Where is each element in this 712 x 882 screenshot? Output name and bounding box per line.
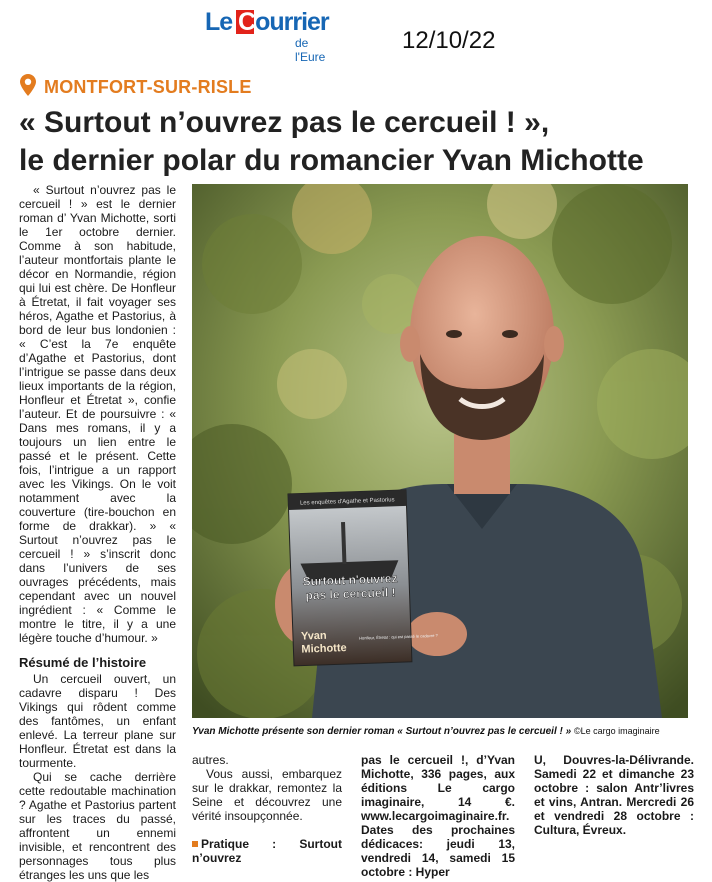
publication-date: 12/10/22 — [402, 27, 496, 54]
article-column-4 — [534, 753, 694, 837]
article-column-left — [19, 183, 176, 882]
pratique-start: Surtout n’ouvrez — [192, 837, 342, 865]
book-subtitle: Honfleur, Étretat : qui est passé le cadavre ? — [358, 632, 438, 641]
pratique-label: Pratique : — [201, 837, 300, 851]
paragraph-resume-2: Qui se cache derrière cette redoutable machination ? Agathe et Pastorius partent sur les traces du passé, affrontent un ennemi invisible, et rencontrent des personnages tous plus étranges les uns que les — [19, 770, 176, 882]
paragraph-col3: pas le cercueil !, d’Yvan Michotte, 336 pages, aux éditions Le cargo imaginaire, 14 €. www.lecargoimaginaire.fr. Dates des prochaines dédicaces: jeudi 13, vendredi 14, samedi 15 octobre : Hyper — [361, 753, 515, 879]
paragraph-resume-1: Un cercueil ouvert, un cadavre disparu ! Des Vikings qui rôdent comme des fantômes, un enfant enlevé. La terreur plane sur Honfleur. Étretat est dans la tourmente. — [19, 672, 176, 770]
paragraph-col4: U, Douvres-la-Délivrande. Samedi 22 et dimanche 23 octobre : salon Antr’livres et vins, Antran. Mercredi 26 et vendredi 28 octobre : Cultura, Évreux. — [534, 753, 694, 837]
book-author-2: Michotte — [301, 642, 347, 656]
article-headline — [19, 104, 699, 180]
pratique-line — [192, 837, 342, 865]
paragraph-col2-b: Vous aussi, embarquez sur le drakkar, remontez la Seine et découvrez une vérité insoupçonnée. — [192, 767, 342, 823]
square-bullet-icon — [192, 841, 198, 847]
newspaper-logo — [205, 6, 341, 64]
book-title-line-1: Surtout n'ouvrez — [302, 571, 398, 589]
photo-illustration — [192, 184, 688, 718]
paragraph-intro: « Surtout n’ouvrez pas le cercueil ! » est le dernier roman d’ Yvan Michotte, sorti le 1er octobre dernier. Comme à son habitude, l’auteur montfortais plante le décor en Normandie, région qui lui est chère. De Honfleur à Étretat, il fait voyager ses héros, Agathe et Pastorius, à bord de leur bus londonien : « C’est la 7e enquête d’Agathe et Pastorius, dont l’intrigue se passe dans deux lieux importants de la région, Honfleur et Étretat », confie l’auteur. Et de poursuivre : « Dans mes romans, il y a toujours un lien entre le passé et le présent. Cette fois, l’intrigue a un rapport avec les Vikings. On le voit notamment avec la couverture (tire-bouchon en forme de drakkar). » « Surtout n’ouvrez pas le cercueil ! » s’inscrit donc dans l’univers de ses ouvrages précédents, mais cependant avec un nouvel ingrédient : « Comme le montre le titre, il y a une légère touche d’humour. » — [19, 183, 176, 645]
headline-line-2: le dernier polar du romancier Yvan Michotte — [19, 144, 644, 177]
headline-line-1: « Surtout n’ouvrez pas le cercueil ! », — [19, 106, 550, 139]
photo-credit: ©Le cargo imaginaire — [573, 726, 660, 736]
section-heading-resume: Résumé de l’histoire — [19, 655, 147, 670]
location-pin-icon — [20, 74, 36, 96]
logo-courrier: Courrier — [238, 8, 329, 36]
location-label: MONTFORT-SUR-RISLE — [44, 77, 252, 97]
author-photo — [192, 184, 688, 718]
book-series: Les enquêtes d'Agathe et Pastorius — [299, 497, 395, 507]
article-column-3 — [361, 753, 515, 879]
book-author-1: Yvan — [300, 629, 327, 643]
logo-subtitle: de l'Eure — [295, 36, 326, 64]
caption-text: Yvan Michotte présente son dernier roman « Surtout n’ouvrez pas le cercueil ! » — [192, 726, 574, 737]
article-column-2 — [192, 753, 342, 865]
book-title-line-2: pas le cercueil ! — [305, 585, 396, 603]
photo-caption — [192, 726, 692, 737]
paragraph-col2-a: autres. — [192, 753, 229, 767]
logo-le: Le — [205, 8, 233, 36]
